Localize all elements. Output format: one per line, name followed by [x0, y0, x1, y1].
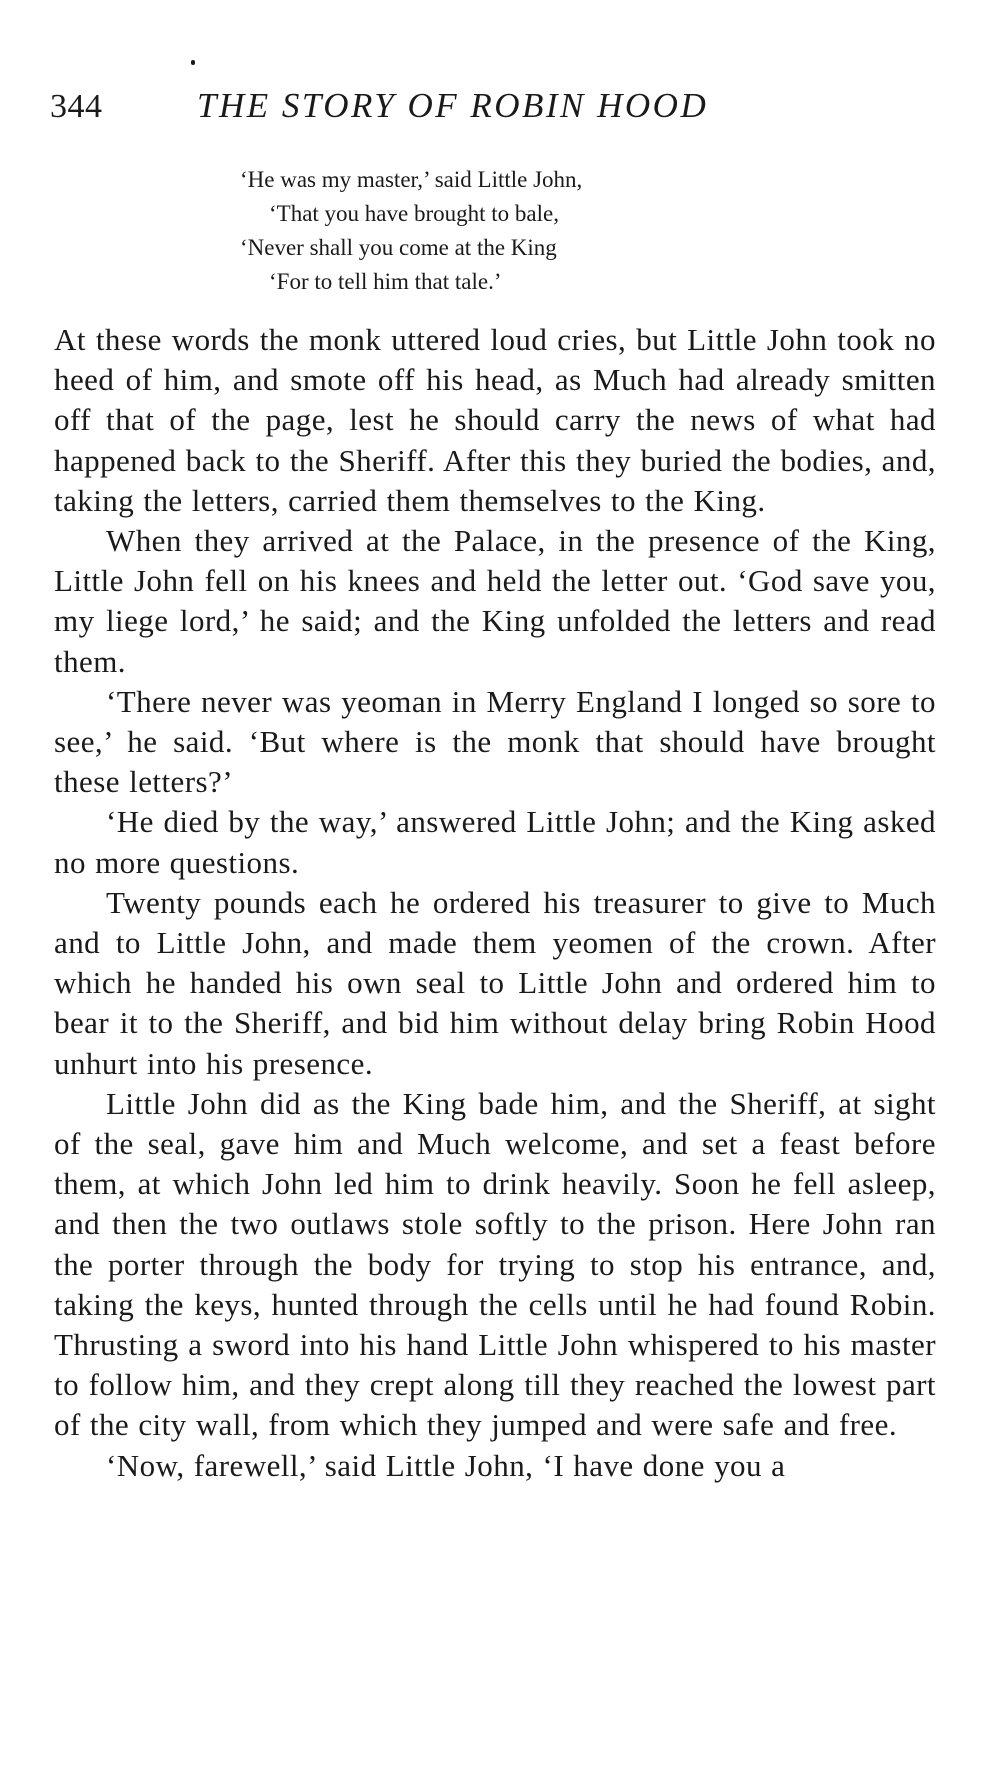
verse-stanza	[240, 163, 582, 299]
paragraph: Little John did as the King bade him, and the Sheriff, at sight of the seal, gave him and Much welcome, and set a feast before them, at which John led him to drink heavily. Soon he fell asleep, and then the two outlaws stole softly to the prison. Here John ran the porter through the body for trying to stop his entrance, and, taking the keys, hunted through the cells until he had found Robin. Thrusting a sword into his hand Little John whispered to his master to follow him, and they crept along till they reached the lowest part of the city wall, from which they jumped and were safe and free.	[54, 1085, 936, 1443]
running-title: THE STORY OF ROBIN HOOD	[197, 86, 709, 125]
verse-line: ‘For to tell him that tale.’	[269, 269, 502, 294]
paragraph: When they arrived at the Palace, in the presence of the King, Little John fell on his knees and held the letter out. ‘God save you, my liege lord,’ he said; and the King unfolded the letters and read them.	[54, 523, 936, 679]
paragraph: ‘He died by the way,’ answered Little John; and the King asked no more questions.	[54, 804, 936, 880]
page-number: 344	[50, 88, 103, 125]
paragraph: ‘There never was yeoman in Merry England I longed so sore to see,’ he said. ‘But where is the monk that should have brought these letters?’	[54, 683, 936, 800]
paragraph: ‘Now, farewell,’ said Little John, ‘I have done you a	[106, 1447, 786, 1483]
ink-speck	[191, 60, 195, 65]
paragraph: Twenty pounds each he ordered his treasurer to give to Much and to Little John, and made them yeomen of the crown. After which he handed his own seal to Little John and ordered him to bear it to the Sheriff, and bid him without delay bring Robin Hood unhurt into his presence.	[54, 884, 936, 1081]
verse-line: ‘He was my master,’ said Little John,	[240, 167, 583, 192]
paragraph: At these words the monk uttered loud cries, but Little John took no heed of him, and smote off his head, as Much had already smitten off that of the page, lest he should carry the news of what had happened back to the Sheriff. After this they buried the bodies, and, taking the letters, carried them themselves to the King.	[54, 322, 936, 518]
body-text	[54, 320, 936, 1486]
verse-line: ‘Never shall you come at the King	[240, 235, 557, 260]
verse-line: ‘That you have brought to bale,	[269, 201, 559, 226]
